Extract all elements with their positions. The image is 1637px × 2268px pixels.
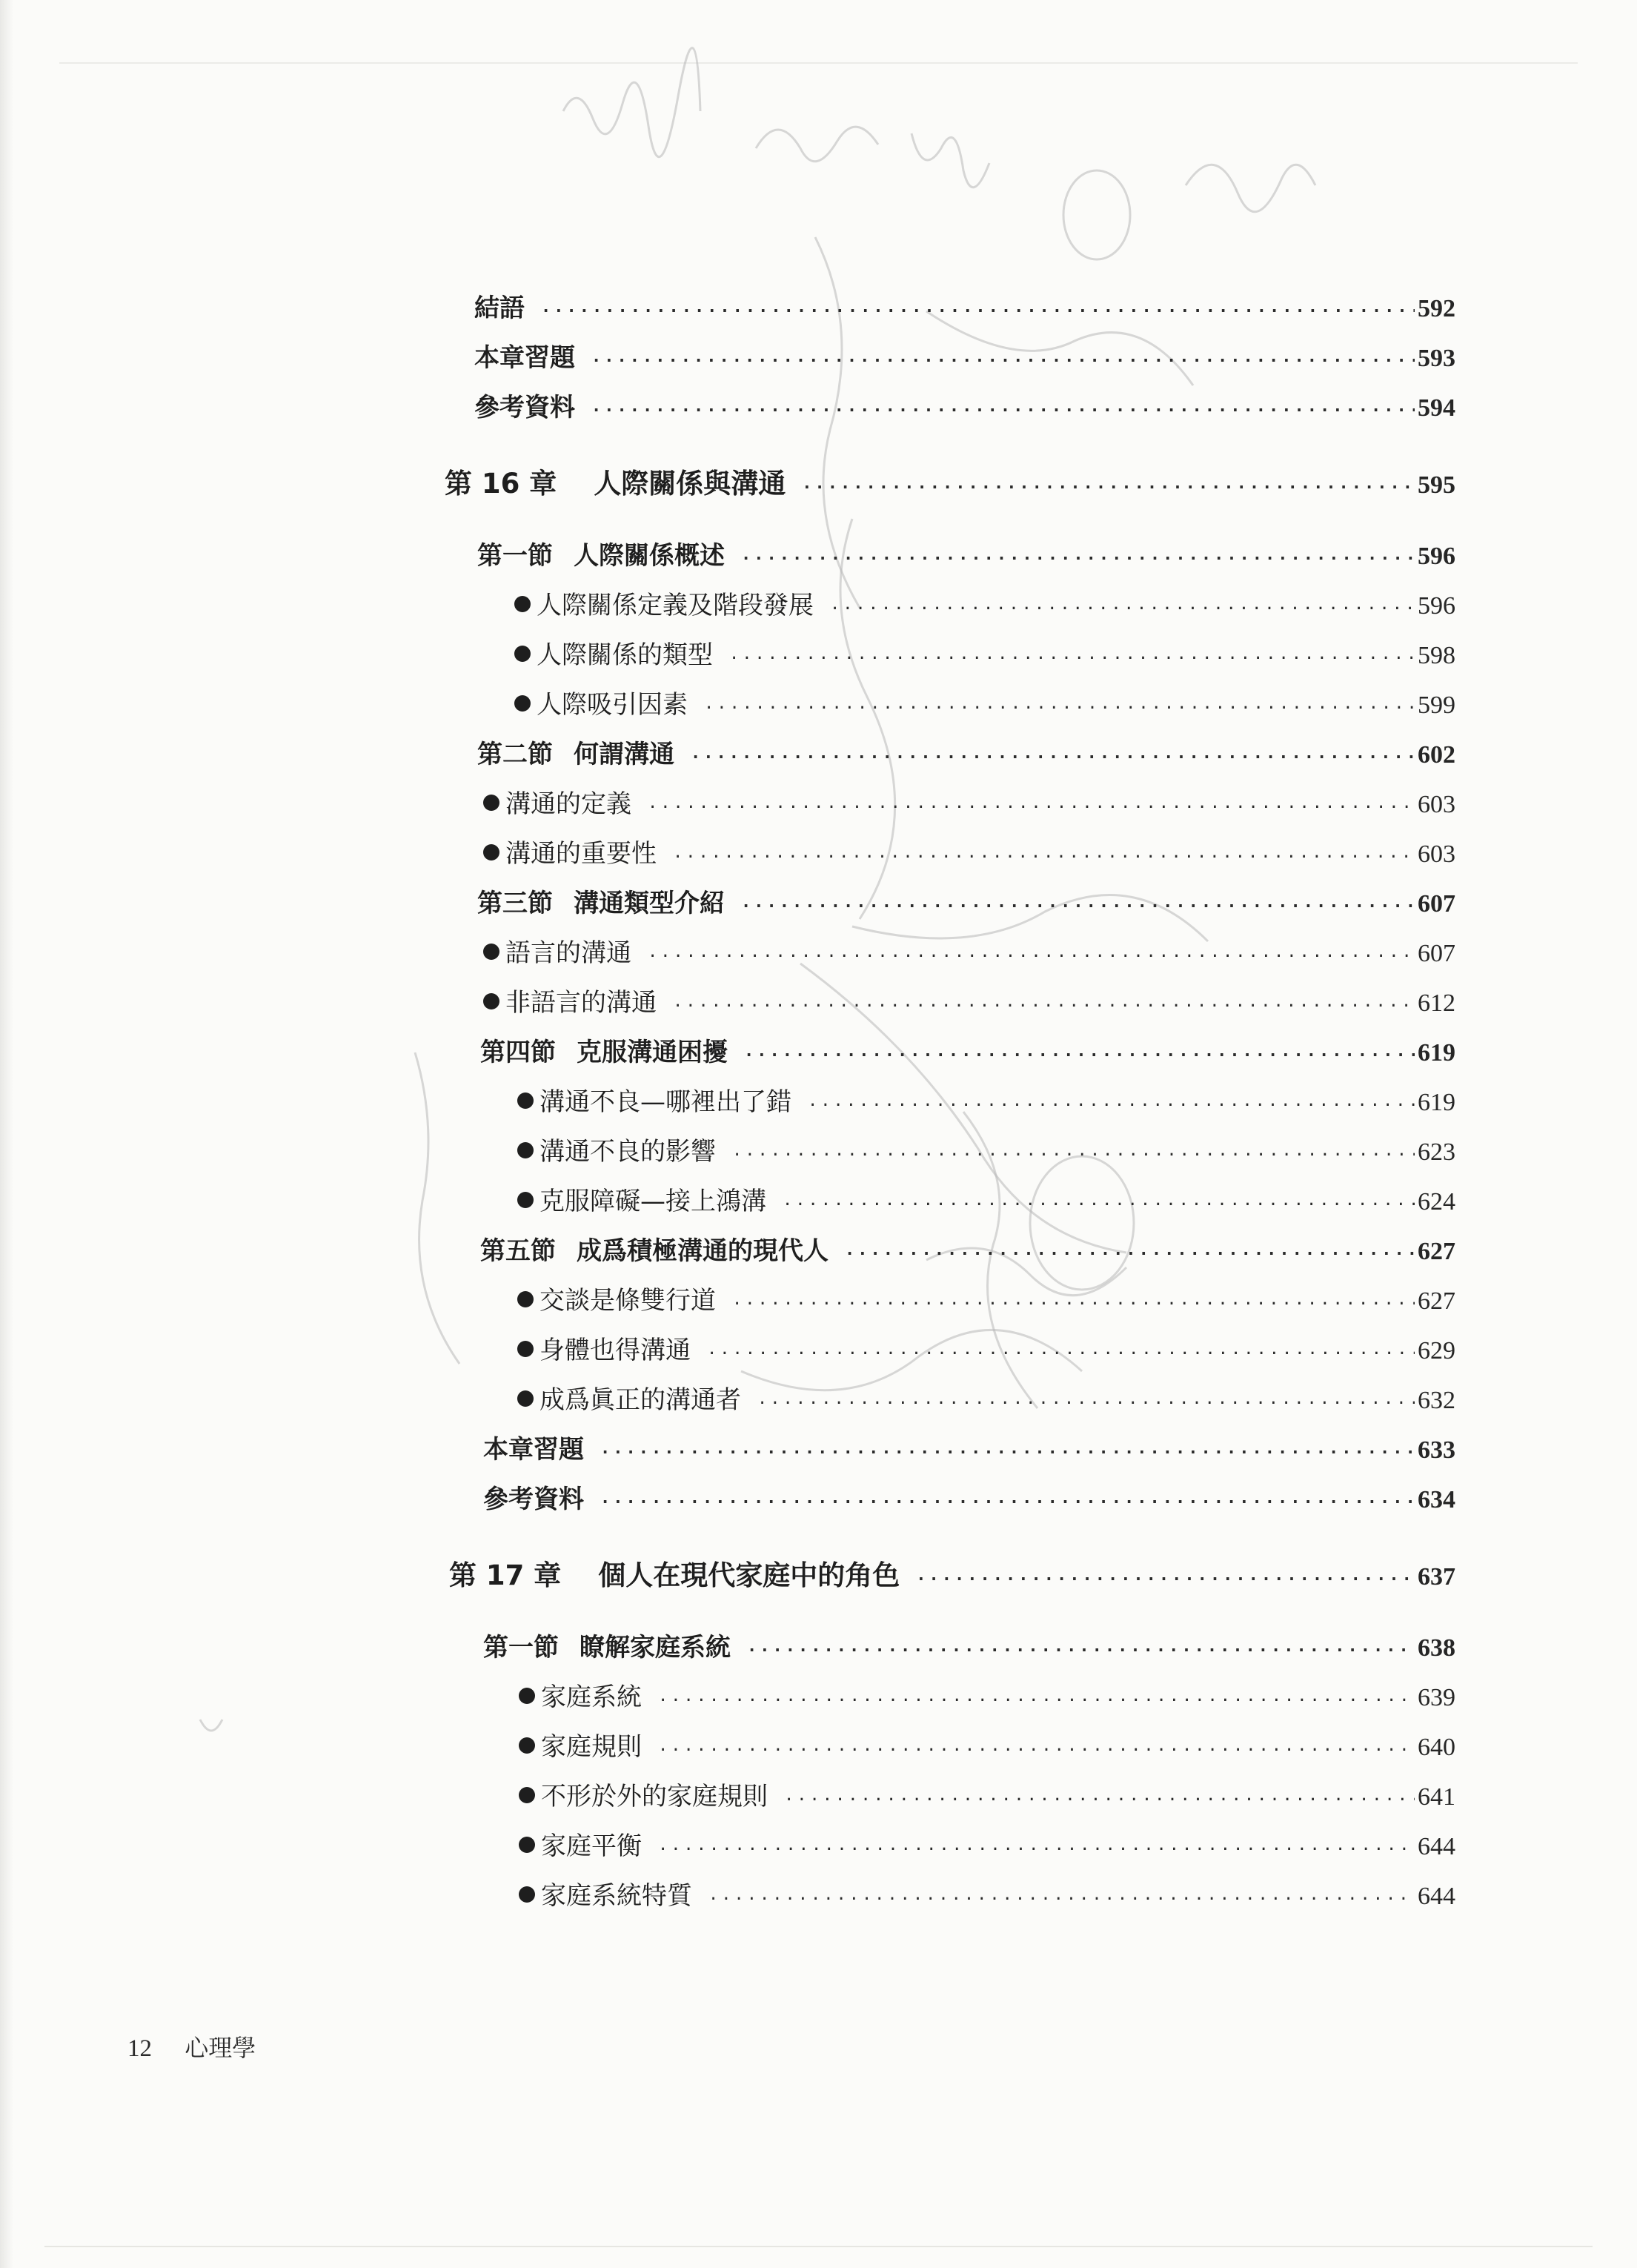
subentry-heading	[517, 1379, 741, 1416]
subentry-title: 人際關係的類型	[537, 640, 713, 670]
toc-section	[477, 535, 1455, 577]
subentry-heading	[517, 1081, 791, 1118]
dot-leader	[741, 550, 1415, 568]
toc-entry	[483, 1429, 1455, 1470]
bullet-icon	[514, 695, 531, 712]
bullet-icon	[483, 944, 499, 960]
toc-subentry	[517, 1181, 1455, 1222]
dot-leader	[648, 798, 1415, 817]
toc-section	[480, 1230, 1455, 1272]
entry-title: 本章習題	[474, 343, 575, 373]
bullet-icon	[519, 1787, 535, 1803]
toc-subentry	[517, 1379, 1455, 1421]
bullet-icon	[517, 1192, 534, 1208]
subentry-title: 家庭規則	[541, 1732, 642, 1762]
dot-leader	[648, 947, 1415, 966]
page-number: 634	[1418, 1486, 1455, 1513]
section-number: 第三節	[477, 889, 553, 918]
subentry-heading	[519, 1826, 642, 1862]
subentry-heading	[514, 684, 688, 720]
page-number: 633	[1418, 1436, 1455, 1464]
toc-subentry	[483, 932, 1455, 974]
dot-leader	[704, 699, 1415, 717]
page-number: 599	[1418, 692, 1455, 719]
subentry-heading	[517, 1181, 766, 1217]
page-number: 624	[1418, 1188, 1455, 1216]
dot-leader	[732, 1295, 1415, 1313]
toc-entry	[483, 1479, 1455, 1520]
dot-leader	[732, 1146, 1415, 1164]
toc-entry	[474, 288, 1455, 329]
page-number: 641	[1418, 1783, 1455, 1811]
bullet-icon	[517, 1291, 534, 1307]
subentry-heading	[483, 982, 657, 1018]
toc-subentry	[519, 1726, 1455, 1768]
section-heading	[480, 1230, 829, 1267]
bullet-icon	[514, 596, 531, 612]
toc-entry	[474, 387, 1455, 428]
subentry-heading	[519, 1726, 642, 1763]
dot-leader	[600, 1493, 1415, 1512]
section-title: 何謂溝通	[574, 740, 674, 769]
toc-subentry	[514, 585, 1455, 626]
toc-chapter	[449, 1553, 1455, 1594]
toc-subentry	[483, 982, 1455, 1024]
dot-leader	[784, 1791, 1415, 1809]
section-heading	[480, 1032, 728, 1068]
entry-title: 參考資料	[474, 393, 575, 422]
section-title: 人際關係概述	[574, 541, 725, 571]
dot-leader	[658, 1691, 1415, 1710]
dot-leader	[757, 1394, 1415, 1413]
page-number: 638	[1418, 1634, 1455, 1662]
dot-leader	[658, 1741, 1415, 1760]
section-number: 第四節	[480, 1038, 556, 1067]
dot-leader	[747, 1642, 1415, 1660]
subentry-title: 成爲眞正的溝通者	[539, 1385, 741, 1415]
section-number: 第一節	[483, 1633, 559, 1662]
toc-subentry	[514, 684, 1455, 726]
dot-leader	[691, 749, 1415, 767]
toc-section	[477, 883, 1455, 924]
subentry-heading	[517, 1131, 716, 1167]
section-title: 成爲積極溝通的現代人	[577, 1236, 829, 1266]
section-heading	[483, 1627, 731, 1663]
toc-subentry	[483, 833, 1455, 875]
subentry-heading	[514, 585, 814, 621]
chapter-number: 第 17 章	[449, 1559, 562, 1591]
page-number: 619	[1418, 1039, 1455, 1067]
dot-leader	[673, 997, 1415, 1015]
dot-leader	[707, 1344, 1415, 1363]
page-number: 644	[1418, 1883, 1455, 1910]
page-number: 596	[1418, 543, 1455, 570]
page-number: 632	[1418, 1387, 1455, 1414]
bullet-icon	[483, 844, 499, 861]
subentry-heading	[517, 1280, 716, 1316]
toc-subentry	[517, 1330, 1455, 1371]
subentry-title: 交談是條雙行道	[539, 1286, 716, 1316]
toc-subentry	[517, 1081, 1455, 1123]
subentry-heading	[483, 833, 657, 869]
chapter-title: 個人在現代家庭中的角色	[598, 1559, 900, 1591]
page-number: 607	[1418, 890, 1455, 918]
page-number: 594	[1418, 394, 1455, 422]
bullet-icon	[514, 646, 531, 662]
chapter-title: 人際關係與溝通	[594, 468, 786, 500]
dot-leader	[658, 1840, 1415, 1859]
subentry-title: 人際關係定義及階段發展	[537, 591, 814, 620]
dot-leader	[673, 848, 1415, 866]
running-book-title: 心理學	[185, 2034, 256, 2062]
subentry-heading	[517, 1330, 691, 1366]
toc-section	[477, 734, 1455, 775]
bullet-icon	[517, 1341, 534, 1357]
page-number: 612	[1418, 989, 1455, 1017]
subentry-title: 家庭系統特質	[541, 1881, 692, 1911]
subentry-title: 家庭系統	[541, 1682, 642, 1712]
section-number: 第一節	[477, 541, 553, 571]
toc-subentry	[519, 1776, 1455, 1817]
subentry-title: 克服障礙—接上鴻溝	[539, 1187, 766, 1216]
subentry-title: 身體也得溝通	[539, 1336, 691, 1365]
bullet-icon	[519, 1737, 535, 1754]
page-number: 637	[1418, 1563, 1455, 1591]
section-title: 克服溝通困擾	[577, 1038, 728, 1067]
section-title: 瞭解家庭系統	[580, 1633, 731, 1662]
bullet-icon	[483, 795, 499, 811]
section-title: 溝通類型介紹	[574, 889, 725, 918]
page-number: 640	[1418, 1734, 1455, 1761]
dot-leader	[741, 898, 1415, 916]
section-number: 第五節	[480, 1236, 556, 1266]
entry-title: 結語	[474, 294, 525, 323]
dot-leader	[591, 352, 1415, 371]
page-number: 596	[1418, 592, 1455, 620]
page-number: 593	[1418, 345, 1455, 372]
subentry-heading	[519, 1776, 768, 1812]
subentry-heading	[483, 932, 631, 969]
page-number: 603	[1418, 791, 1455, 818]
dot-leader	[708, 1890, 1415, 1909]
toc-subentry	[517, 1131, 1455, 1173]
subentry-heading	[519, 1875, 692, 1911]
section-heading	[477, 734, 674, 770]
toc-section	[483, 1627, 1455, 1668]
subentry-heading	[483, 783, 631, 820]
dot-leader	[744, 1047, 1415, 1065]
page-number: 603	[1418, 840, 1455, 868]
page-number: 627	[1418, 1287, 1455, 1315]
bullet-icon	[517, 1142, 534, 1158]
subentry-title: 不形於外的家庭規則	[541, 1782, 768, 1811]
subentry-title: 溝通的重要性	[505, 839, 657, 869]
page-number: 623	[1418, 1138, 1455, 1166]
bullet-icon	[519, 1886, 535, 1903]
bottom-rule	[44, 2246, 1593, 2247]
dot-leader	[591, 402, 1415, 420]
subentry-heading	[514, 634, 713, 671]
page-footer	[127, 2029, 256, 2063]
subentry-heading	[519, 1677, 642, 1713]
page-number: 602	[1418, 741, 1455, 769]
page-number: 627	[1418, 1238, 1455, 1265]
toc-subentry	[519, 1875, 1455, 1917]
dot-leader	[802, 479, 1415, 497]
page-number: 619	[1418, 1089, 1455, 1116]
dot-leader	[830, 600, 1415, 618]
toc-section	[480, 1032, 1455, 1073]
toc-entry	[474, 337, 1455, 379]
bullet-icon	[517, 1390, 534, 1407]
toc-subentry	[514, 634, 1455, 676]
bullet-icon	[519, 1837, 535, 1853]
dot-leader	[916, 1571, 1415, 1589]
dot-leader	[600, 1444, 1415, 1462]
dot-leader	[541, 302, 1415, 321]
chapter-heading	[449, 1553, 900, 1593]
page-number: 629	[1418, 1337, 1455, 1365]
subentry-title: 溝通的定義	[505, 789, 631, 819]
toc-subentry	[519, 1826, 1455, 1867]
section-heading	[477, 883, 725, 919]
subentry-title: 溝通不良—哪裡出了錯	[539, 1087, 791, 1117]
subentry-title: 非語言的溝通	[505, 988, 657, 1018]
bullet-icon	[483, 993, 499, 1009]
bullet-icon	[517, 1092, 534, 1109]
toc-subentry	[519, 1677, 1455, 1718]
dot-leader	[808, 1096, 1415, 1115]
subentry-title: 家庭平衡	[541, 1831, 642, 1861]
section-heading	[477, 535, 725, 571]
dot-leader	[845, 1245, 1415, 1264]
page-number: 592	[1418, 295, 1455, 322]
folio-number: 12	[127, 2035, 152, 2062]
page-number: 607	[1418, 940, 1455, 967]
subentry-title: 人際吸引因素	[537, 690, 688, 720]
toc-subentry	[517, 1280, 1455, 1322]
entry-title: 本章習題	[483, 1435, 584, 1465]
subentry-title: 溝通不良的影響	[539, 1137, 716, 1167]
page-number: 639	[1418, 1684, 1455, 1711]
page-number: 644	[1418, 1833, 1455, 1860]
bullet-icon	[519, 1688, 535, 1704]
chapter-heading	[445, 461, 786, 501]
chapter-number: 第 16 章	[445, 468, 557, 500]
dot-leader	[783, 1196, 1415, 1214]
subentry-title: 語言的溝通	[505, 938, 631, 968]
toc-subentry	[483, 783, 1455, 825]
page-number: 598	[1418, 642, 1455, 669]
page-number: 595	[1418, 471, 1455, 499]
section-number: 第二節	[477, 740, 553, 769]
entry-title: 參考資料	[483, 1485, 584, 1514]
dot-leader	[729, 649, 1415, 668]
toc-chapter	[445, 461, 1455, 503]
